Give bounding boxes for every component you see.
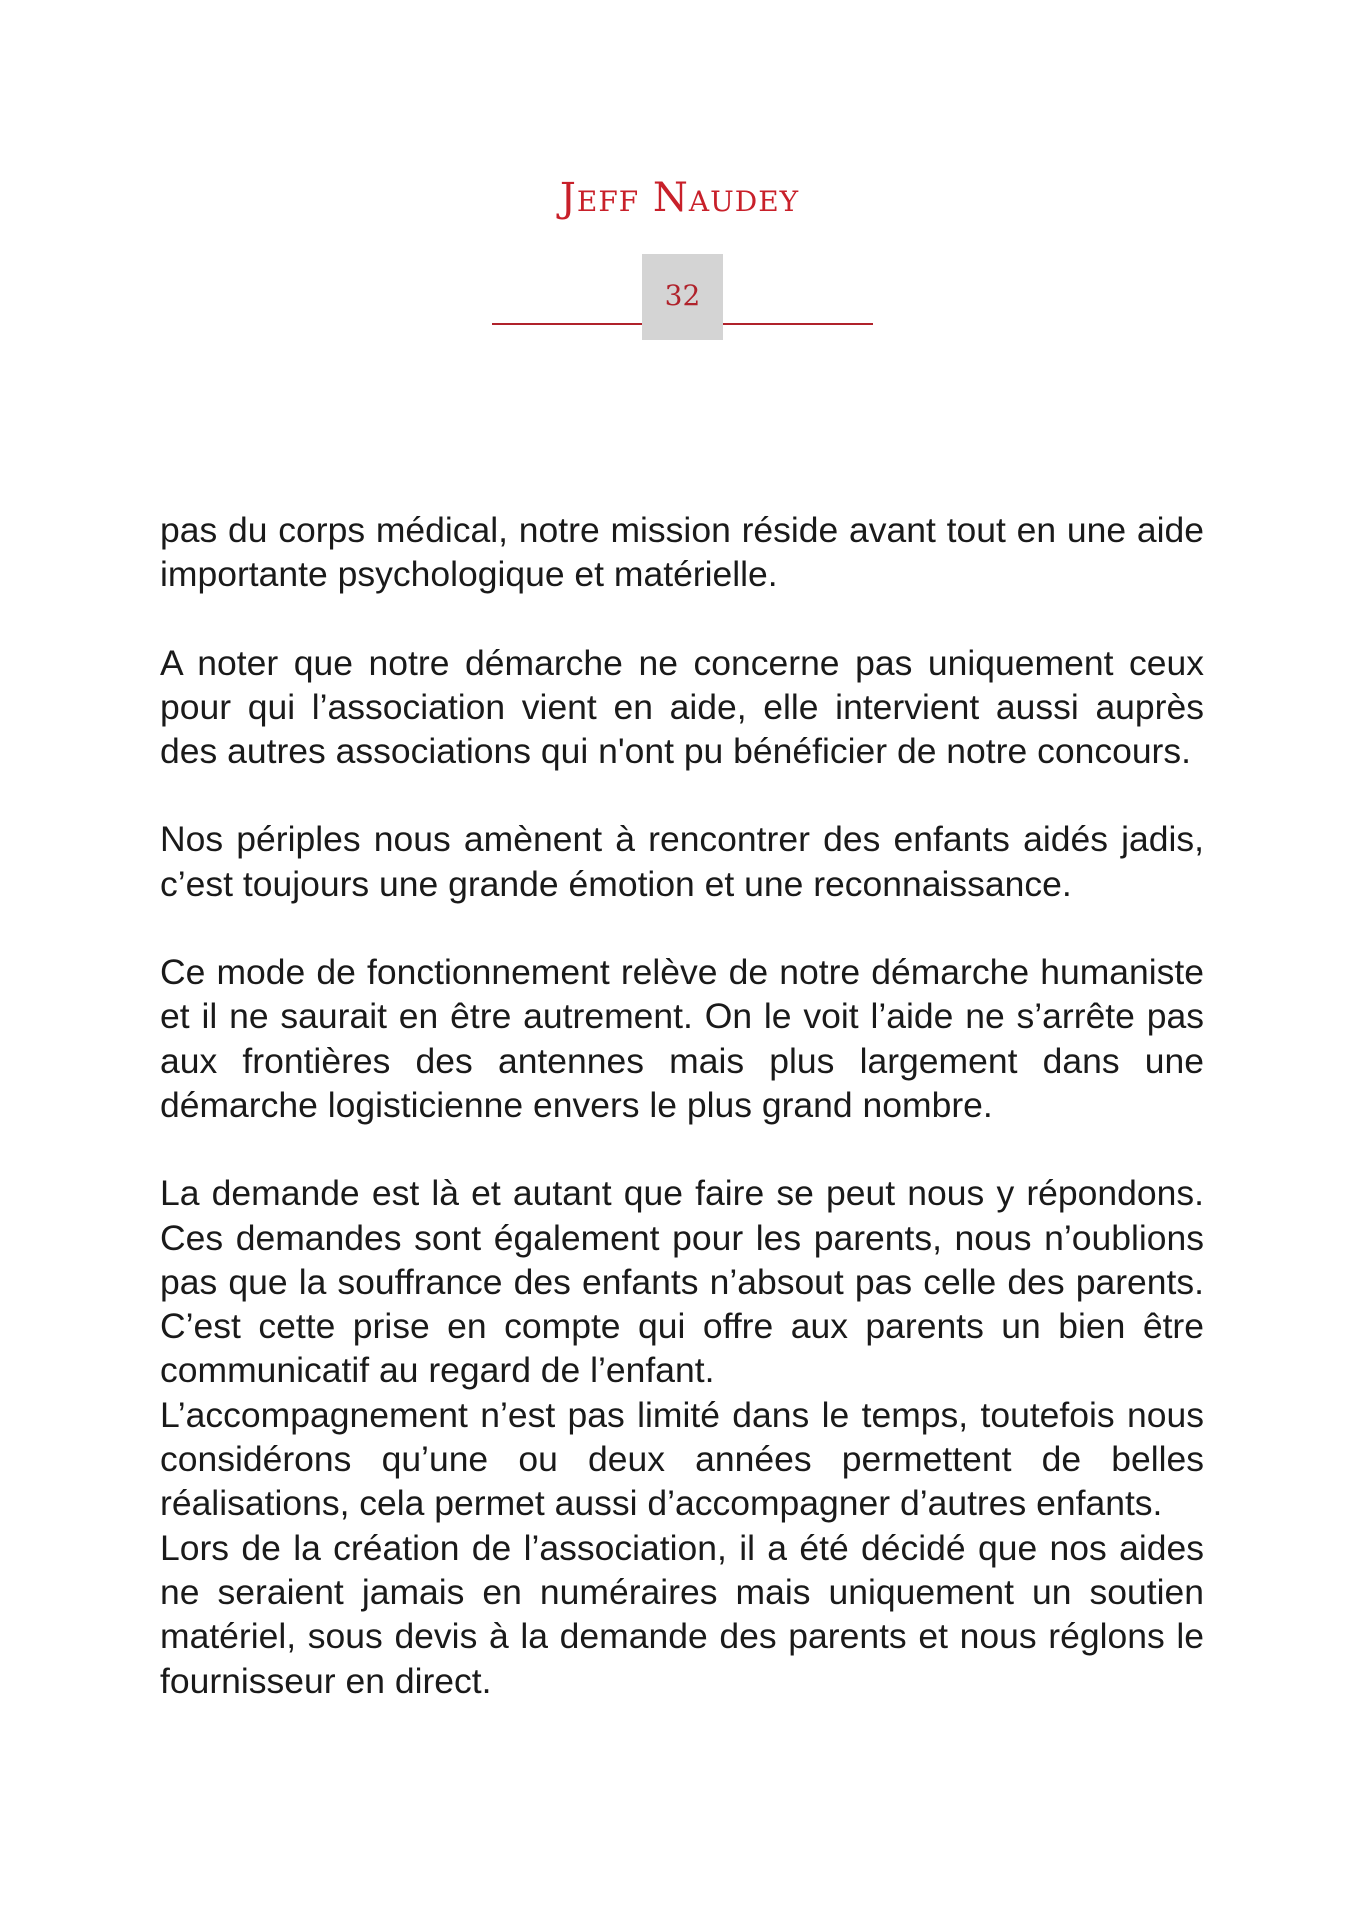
paragraph: A noter que notre démarche ne concerne pas uniquement ceux pour qui l’association vient en aide, elle intervient aussi auprès des autres associations qui n'ont pu bénéficier de notre concours. [160, 642, 1204, 772]
paragraph: Nos périples nous amènent à rencontrer des enfants aidés jadis, c’est toujours une grande émotion et une reconnaissance. [160, 819, 1204, 904]
header-rule-left [492, 323, 642, 325]
header-rule-right [723, 323, 873, 325]
paragraph: L’accompagnement n’est pas limité dans le temps, toutefois nous considérons qu’une ou deux années permettent de belles réalisations, cela permet aussi d’accompagner d’autres enfants. [160, 1394, 1204, 1524]
paragraph: La demande est là et autant que faire se peut nous y répondons. Ces demandes sont également pour les parents, nous n’oublions pas que la souffrance des enfants n’absout pas celle des parents. C’est cette prise en compte qui offre aux parents un bien être communicatif au regard de l’enfant. [160, 1173, 1204, 1391]
paragraph: pas du corps médical, notre mission réside avant tout en une aide importante psychologique et matérielle. [160, 510, 1204, 595]
paragraph: Ce mode de fonctionnement relève de notre démarche humaniste et il ne saurait en être autrement. On le voit l’aide ne s’arrête pas aux frontières des antennes mais plus largement dans une démarche logisticienne envers le plus grand nombre. [160, 952, 1204, 1125]
running-header-author: Jeff Naudey [559, 175, 800, 221]
page-number-box [642, 254, 723, 340]
page-number: 32 [664, 278, 701, 312]
body-text [160, 508, 1204, 1703]
paragraph: Lors de la création de l’association, il a été décidé que nos aides ne seraient jamais en numéraires mais uniquement un soutien matériel, sous devis à la demande des parents et nous réglons le fournisseur en direct. [160, 1527, 1204, 1701]
